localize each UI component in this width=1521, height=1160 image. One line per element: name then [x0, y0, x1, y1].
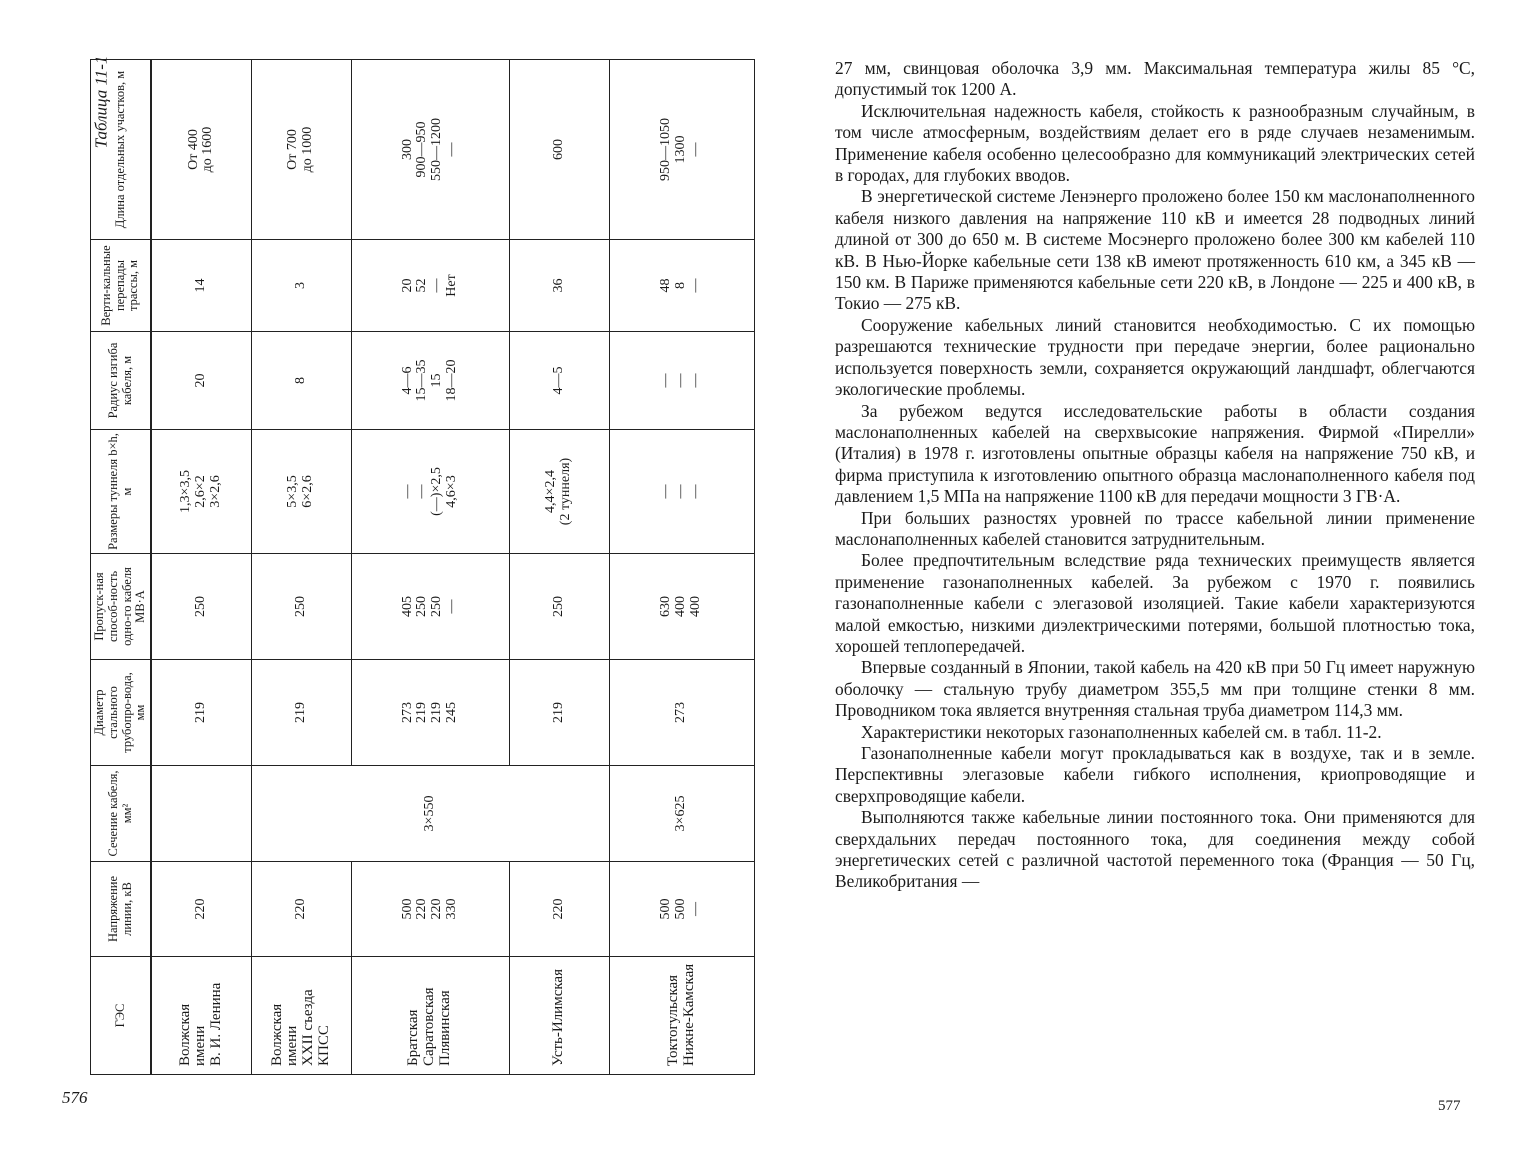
table-cell: [251, 240, 351, 332]
table-header-cell: Длина отдельных участков, м: [91, 60, 152, 240]
cell-line: —: [687, 902, 703, 916]
table-row: [609, 60, 754, 1075]
cell-line: 219: [292, 702, 308, 723]
cell-line: От 400: [185, 129, 201, 170]
cell-line: 220: [550, 898, 566, 920]
cell-line: 15: [429, 373, 444, 388]
cell-line: 220: [429, 898, 444, 920]
cell-line: Плявинская: [436, 990, 453, 1066]
cell-line: —: [687, 484, 703, 499]
table-cell: [151, 957, 251, 1075]
cell-line: 4—6: [399, 366, 415, 395]
section-cell: 3×625: [609, 766, 754, 862]
cell-line: 250: [414, 596, 430, 617]
cell-line: —: [687, 373, 703, 388]
table-cell: [609, 862, 754, 957]
table-header-cell: ГЭС: [91, 957, 152, 1075]
rotated-table-container: [90, 60, 703, 1075]
table-cell: [251, 660, 351, 766]
cell-line: 400: [687, 596, 703, 617]
cell-line: 500: [399, 898, 415, 920]
cell-line: 273: [399, 702, 415, 723]
table-cell: [509, 957, 609, 1075]
table-cell: [151, 660, 251, 766]
body-paragraph: Выполняются также кабельные линии постоянного тока. Они применяются для сверхдальних передач постоянного тока, для соединения между собой энергетических сетей с различной частотой переменного тока (Франция — 50 Гц, Великобритания —: [835, 807, 1475, 892]
body-paragraph: Впервые созданный в Японии, такой кабель на 420 кВ при 50 Гц имеет наружную оболочку — стальную трубу диаметром 355,5 мм при толщине стенки 8 мм. Проводником тока является внутренняя стальная труба диаметром 114,3 мм.: [835, 657, 1475, 721]
cell-line: Волжская имени: [268, 1003, 301, 1066]
cell-line: 250: [292, 596, 308, 617]
cell-line: —: [443, 142, 459, 157]
cell-line: —: [673, 373, 689, 388]
cell-line: 6×2,6: [300, 475, 315, 508]
cell-line: 20: [192, 373, 208, 388]
table-cell: [351, 957, 509, 1075]
cell-line: 20: [399, 278, 415, 293]
table-cell: [509, 660, 609, 766]
table-header-cell: Размеры туннеля b×h, м: [91, 430, 152, 554]
table-cell: [509, 554, 609, 660]
cell-line: 219: [550, 702, 566, 723]
section-cell-empty: [151, 766, 251, 862]
table-cell: [609, 957, 754, 1075]
body-paragraph: Более предпочтительным вследствие ряда технических преимуществ является применение газонаполненных кабелей. За рубежом с 1970 г. появились газонаполненные кабели с элегазовой изоляцией. Такие кабели характеризуются малой емкостью, низкими диэлектрическими потерями, большой плотностью тока, хорошей теплопередачей.: [835, 550, 1475, 656]
cell-line: 245: [443, 702, 459, 723]
cell-line: 600: [550, 139, 566, 160]
table-header-cell: Верти-кальные перепады трассы, м: [91, 240, 152, 332]
table-row: [509, 60, 609, 1075]
table-header-cell: Сечение кабеля, мм²: [91, 766, 152, 862]
table-row: [151, 60, 251, 1075]
table-header-cell: Пропуск-ная способ-ность одно-го кабеля МВ·А: [91, 554, 152, 660]
table-cell: [509, 332, 609, 430]
table-cell: [609, 660, 754, 766]
cell-line: 18—20: [443, 359, 459, 402]
table-cell: [351, 862, 509, 957]
table-cell: [351, 554, 509, 660]
cell-line: 500: [673, 898, 689, 920]
cell-line: —: [399, 484, 415, 499]
data-table: [90, 59, 755, 1075]
cell-line: 250: [429, 596, 444, 617]
cell-line: —: [429, 278, 444, 293]
cell-line: 405: [399, 596, 415, 617]
table-cell: [151, 240, 251, 332]
body-paragraph: 27 мм, свинцовая оболочка 3,9 мм. Максимальная температура жилы 85 °С, допустимый ток 1200 А.: [835, 58, 1475, 100]
cell-line: XXII съезда КПСС: [300, 989, 332, 1066]
table-cell: [609, 430, 754, 554]
cell-line: 219: [414, 702, 430, 723]
body-paragraph: Газонаполненные кабели могут прокладываться как в воздухе, так и в земле. Перспективны элегазовые кабели гибкого исполнения, криопроводящие и сверхпроводящие кабели.: [835, 743, 1475, 806]
right-page: [835, 58, 1475, 893]
table-header-cell: Радиус изгиба кабеля, м: [91, 332, 152, 430]
cell-line: От 700: [285, 129, 301, 170]
cell-line: 8: [292, 377, 308, 384]
cell-line: 550—1200: [429, 118, 444, 181]
table-cell: [609, 332, 754, 430]
table-cell: [151, 430, 251, 554]
table-cell: [251, 430, 351, 554]
cell-line: 3: [292, 282, 308, 289]
cell-line: Усть-Илимская: [550, 969, 567, 1066]
table-header-cell: Напряжение линии, кВ: [91, 862, 152, 957]
table-cell: [351, 60, 509, 240]
table-cell: [351, 332, 509, 430]
cell-line: 4,6×3: [443, 475, 459, 508]
table-cell: [251, 60, 351, 240]
cell-line: 273: [673, 702, 689, 723]
cell-line: Братская: [405, 1009, 422, 1066]
table-cell: [509, 60, 609, 240]
cell-line: (—)×2,5: [429, 467, 444, 516]
cell-line: 4—5: [550, 366, 566, 395]
cell-line: —: [658, 484, 674, 499]
body-paragraph: Сооружение кабельных линий становится необходимостью. С их помощью разрешаются технические трудности при передаче энергии, более рационально используется поверхность земли, сохраняется окружающий ландшафт, облегчаются экологические проблемы.: [835, 314, 1475, 400]
table-cell: [509, 862, 609, 957]
cell-line: —: [414, 484, 430, 499]
cell-line: 300: [399, 139, 415, 160]
cell-line: 220: [192, 898, 208, 920]
cell-line: 3×2,6: [207, 475, 223, 508]
cell-line: 330: [443, 898, 459, 920]
table-caption: Таблица 11-1: [91, 55, 111, 149]
cell-line: 220: [414, 898, 430, 920]
cell-line: 15—35: [414, 359, 430, 402]
table-row: [351, 60, 509, 1075]
table-cell: [251, 862, 351, 957]
cell-line: (2 туннеля): [558, 457, 573, 526]
cell-line: 220: [292, 898, 308, 920]
body-paragraph: В энергетической системе Ленэнерго проложено более 150 км маслонаполненного кабеля низкого давления на напряжение 110 кВ и имеется 28 подводных линий длиной от 300 до 650 м. В системе Мосэнерго проложено более 300 км кабелей 110 кВ. В Нью-Йорке кабельные сети 138 кВ имеют протяженность 610 км, а 345 кВ — 150 км. В Париже применяются кабельные сети 220 кВ, в Лондоне — 225 и 400 кВ, в Токио — 275 кВ.: [835, 186, 1475, 314]
table-cell: [609, 554, 754, 660]
table-cell: [609, 240, 754, 332]
cell-line: 219: [429, 702, 444, 723]
cell-line: Нижне-Камская: [680, 963, 697, 1066]
cell-line: до 1600: [200, 126, 216, 173]
cell-line: 4,4×2,4: [543, 470, 559, 513]
table-cell: [509, 430, 609, 554]
body-paragraph: Характеристики некоторых газонаполненных кабелей см. в табл. 11-2.: [861, 721, 1382, 742]
cell-line: 14: [192, 278, 208, 293]
table-cell: [151, 862, 251, 957]
cell-line: 500: [658, 898, 674, 920]
cell-line: 950—1050: [658, 118, 674, 181]
cell-line: 1,3×3,5: [178, 470, 194, 513]
cell-line: Саратовская: [421, 987, 438, 1066]
table-body: [91, 60, 755, 1075]
cell-line: 5×3,5: [285, 475, 301, 508]
table-header-row: [91, 60, 152, 1075]
body-paragraph: При больших разностях уровней по трассе кабельной линии применение маслонаполненных кабелей становится затруднительным.: [835, 507, 1475, 549]
cell-line: 250: [550, 596, 566, 617]
body-paragraph: Исключительная надежность кабеля, стойкость к разнообразным случайным, в том числе атмосферным, воздействиям делает его в ряде случаев незаменимым. Применение кабеля особенно целесообразно для коммуникаций электрических сетей в городах, для глубоких вводов.: [835, 100, 1475, 186]
cell-line: 8: [673, 282, 689, 289]
table-cell: [151, 554, 251, 660]
table-cell: [509, 240, 609, 332]
cell-line: 250: [192, 596, 208, 617]
cell-line: 400: [673, 596, 689, 617]
table-cell: [351, 430, 509, 554]
table-cell: [609, 60, 754, 240]
table-cell: [151, 332, 251, 430]
cell-line: В. И. Ленина: [208, 982, 225, 1066]
table-cell: [351, 660, 509, 766]
cell-line: до 1000: [300, 126, 315, 173]
section-cell: 3×550: [251, 766, 609, 862]
cell-line: 1300: [673, 135, 689, 164]
cell-line: Нет: [443, 274, 459, 297]
table-cell: [151, 60, 251, 240]
cell-line: 52: [414, 278, 430, 293]
cell-line: —: [673, 484, 689, 499]
cell-line: —: [658, 373, 674, 388]
table-header-cell: Диаметр стального трубопро-вода, мм: [91, 660, 152, 766]
table-cell: [251, 957, 351, 1075]
cell-line: Токтогульская: [664, 974, 681, 1066]
table-cell: [251, 554, 351, 660]
page-number-left: 576: [62, 1088, 88, 1107]
table-cell: [351, 240, 509, 332]
table-row: [251, 60, 351, 1075]
cell-line: —: [687, 278, 703, 293]
page-number-right: 577: [1438, 1098, 1461, 1114]
cell-line: 36: [550, 278, 566, 293]
cell-line: 900—950: [414, 121, 430, 178]
cell-line: 48: [658, 278, 674, 293]
table-cell: [251, 332, 351, 430]
cell-line: —: [443, 599, 459, 614]
cell-line: 219: [192, 702, 208, 723]
cell-line: —: [687, 142, 703, 157]
cell-line: 2,6×2: [192, 475, 208, 508]
left-page: [0, 0, 760, 1160]
cell-line: Волжская имени: [176, 1003, 209, 1066]
table-wrapper: [90, 60, 703, 1075]
body-paragraph: За рубежом ведутся исследовательские работы в области создания маслонаполненных кабелей на сверхвысокие напряжения. Фирмой «Пирелли» (Италия) в 1978 г. изготовлены опытные образцы кабеля на напряжение 750 кВ, и фирма приступила к изготовлению опытного образца маслонаполненного кабеля под давлением 1,5 МПа на напряжение 1100 кВ для передачи мощности 3 ГВ·А.: [835, 400, 1475, 507]
cell-line: 630: [658, 596, 674, 617]
